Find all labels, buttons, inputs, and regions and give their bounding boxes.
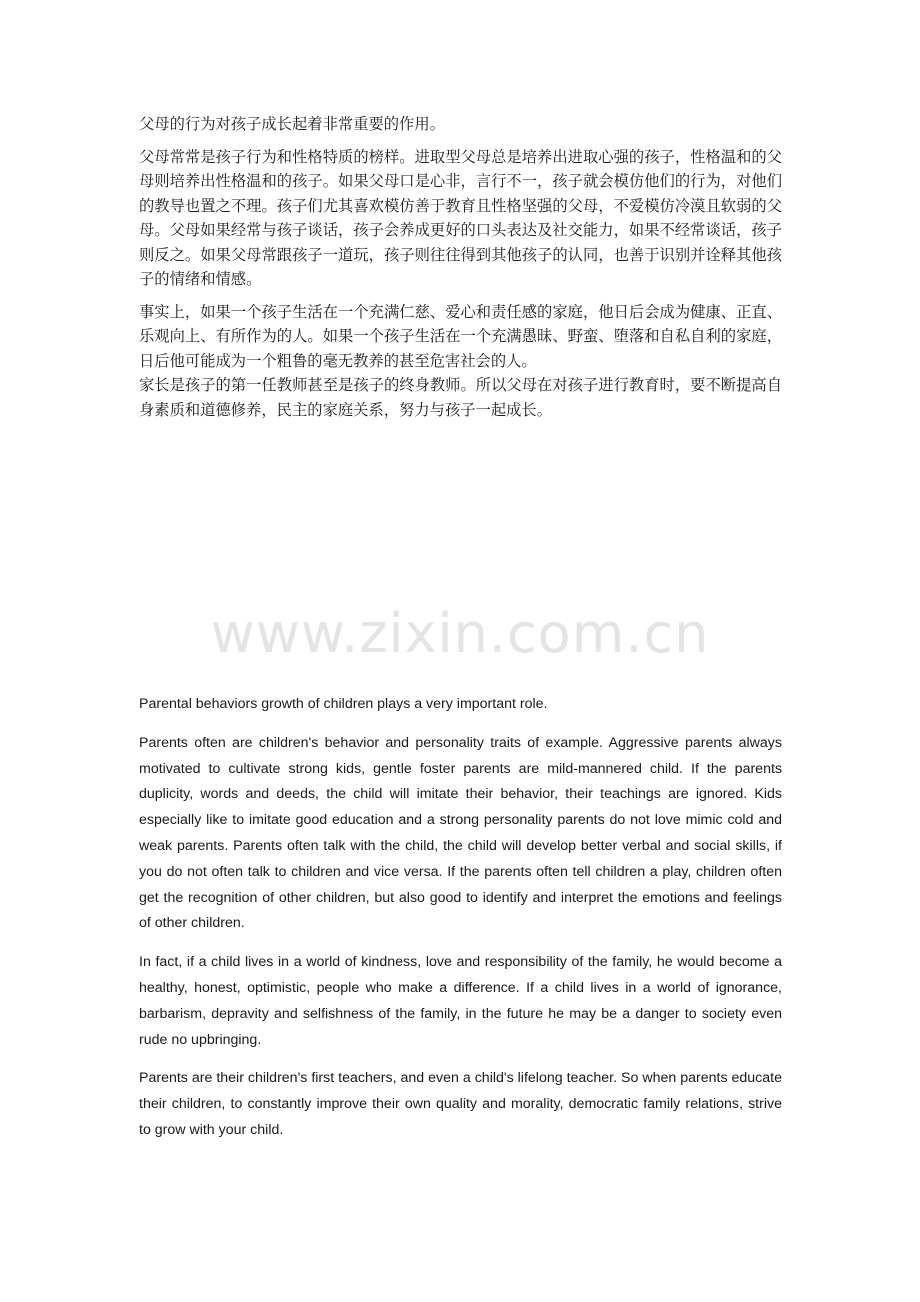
chinese-paragraph-3: 事实上，如果一个孩子生活在一个充满仁慈、爱心和责任感的家庭，他日后会成为健康、正直、乐观向上、有所作为的人。如果一个孩子生活在一个充满愚昧、野蛮、堕落和自私自利的家庭，日后他可能成为一个粗鲁的毫无教养的甚至危害社会的人。 [139,302,782,370]
watermark: www.zixin.com.cn [210,602,710,665]
english-paragraph-1: Parental behaviors growth of children plays a very important role. [139,696,548,712]
english-text-section [139,692,782,1157]
chinese-text-section [139,112,782,430]
english-paragraph-2: Parents often are children's behavior and personality traits of example. Aggressive parents always motivated to cultivate strong kids, gentle foster parents are mild-mannered child. If the parents duplicity, words and deeds, the child will imitate their behavior, their teachings are ignored. Kids especially like to imitate good education and a strong personality parents do not love mimic cold and weak parents. Parents often talk with the child, the child will develop better verbal and social skills, if you do not often talk to children and vice versa. If the parents often tell children a play, children often get the recognition of other children, but also good to identify and interpret the emotions and feelings of other children. [139,734,782,932]
english-paragraph-4: Parents are their children's first teachers, and even a child's lifelong teacher. So when parents educate their children, to constantly improve their own quality and morality, democratic family relations, strive to grow with your child. [139,1070,782,1138]
chinese-paragraph-1: 父母的行为对孩子成长起着非常重要的作用。 [139,115,445,133]
chinese-paragraph-4: 家长是孩子的第一任教师甚至是孩子的终身教师。所以父母在对孩子进行教育时，要不断提高自身素质和道德修养，民主的家庭关系，努力与孩子一起成长。 [139,376,782,419]
chinese-paragraph-2: 父母常常是孩子行为和性格特质的榜样。进取型父母总是培养出进取心强的孩子，性格温和的父母则培养出性格温和的孩子。如果父母口是心非，言行不一，孩子就会模仿他们的行为，对他们的教导也置之不理。孩子们尤其喜欢模仿善于教育且性格坚强的父母，不爱模仿冷漠且软弱的父母。父母如果经常与孩子谈话，孩子会养成更好的口头表达及社交能力，如果不经常谈话，孩子则反之。如果父母常跟孩子一道玩，孩子则往往得到其他孩子的认同，也善于识别并诠释其他孩子的情绪和情感。 [139,147,782,288]
english-paragraph-3: In fact, if a child lives in a world of kindness, love and responsibility of the family, he would become a healthy, honest, optimistic, people who make a difference. If a child lives in a world of ignorance, barbarism, depravity and selfishness of the family, in the future he may be a danger to society even rude no upbringing. [139,954,782,1048]
